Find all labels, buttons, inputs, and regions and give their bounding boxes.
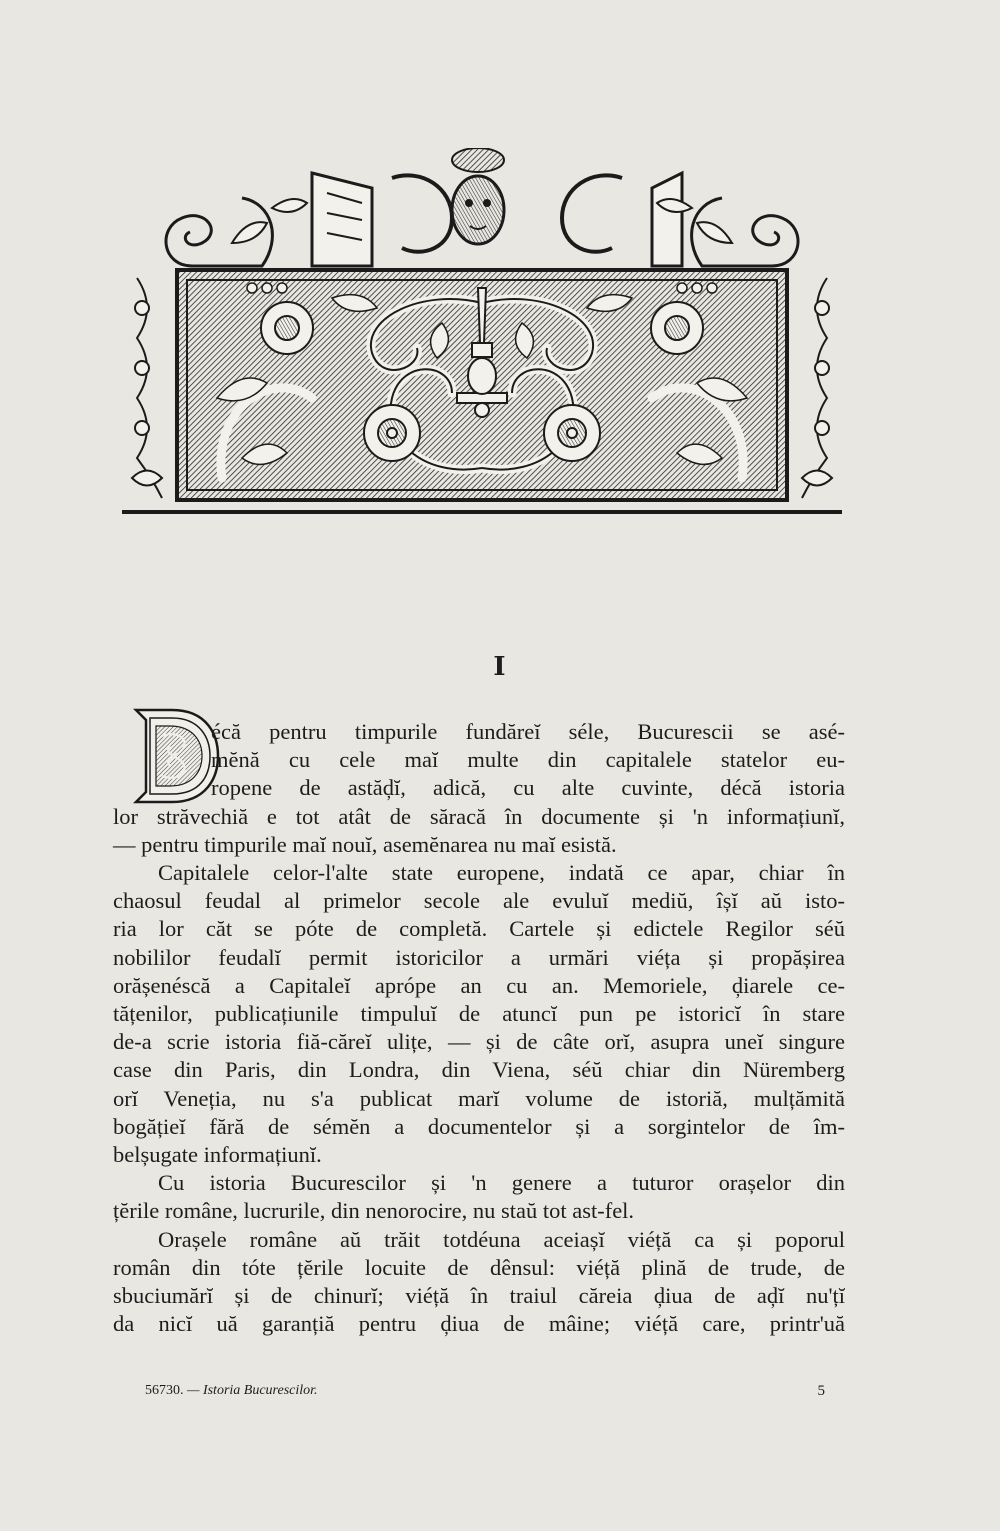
text-line: Orașele române aŭ trăit totdéuna aceiașĭ viéță ca și poporul (158, 1226, 845, 1252)
paragraph-1-cont (113, 803, 845, 859)
text-line: ropene de astăḑĭ, adică, cu alte cuvinte, décă istoria (211, 775, 845, 801)
text-line: chaosul feudal al primelor secole ale evuluĭ mediŭ, îșĭ aŭ isto- (113, 888, 845, 914)
text-line: case din Paris, din Londra, din Viena, séŭ chiar din Nüremberg (113, 1057, 845, 1083)
signature-number: 56730. (145, 1383, 184, 1398)
text-line: bogățieĭ fără de sémĕn a documentelor și a sorgintelor de îm- (113, 1113, 845, 1139)
page-number: 5 (817, 1383, 825, 1399)
text-line: da nicĭ uă garanțiă pentru ḑiua de mâine; viéță care, printr'uă (113, 1311, 845, 1337)
ornamental-headpiece (122, 148, 842, 516)
text-line: lor străvechiă e tot atât de săracă în documente și 'n informațiunĭ, (113, 803, 845, 829)
text-line: mĕnă cu cele maĭ multe din capitalele statelor eu- (211, 747, 845, 773)
headpiece-ornament-icon (122, 148, 842, 516)
text-line: țĕrile române, lucrurile, din nenorocire, nu staŭ tot ast-fel. (113, 1198, 635, 1224)
text-line: belșugate informațiunĭ. (113, 1142, 322, 1168)
text-line: nobililor feudalĭ permit istoricilor a urmări viéța și propășirea (113, 944, 845, 970)
body-text (113, 718, 845, 1338)
chapter-numeral: I (493, 652, 507, 682)
paragraph-2 (113, 859, 845, 1169)
paragraph-1 (113, 718, 845, 803)
text-line: écă pentru timpurile fundăreĭ séle, Bucurescii se asé- (211, 719, 845, 744)
text-line: orĭ Veneția, nu s'a publicat marĭ volume de istoriă, mulțămită (113, 1085, 845, 1111)
paragraph-3 (113, 1169, 845, 1225)
text-line: Cu istoria Bucurescilor și 'n genere a tuturor orașelor din (158, 1170, 845, 1196)
text-line: tățenilor, publicațiunile timpuluĭ de atuncĭ pun pe istoricĭ în stare (113, 1001, 845, 1027)
text-line: orășenéscă a Capitaleĭ aprópe an cu an. Memoriele, ḑiarele ce- (113, 972, 845, 998)
text-line: de-a scrie istoria fiă-căreĭ ulițe, — și de câte orĭ, asupra uneĭ singure (113, 1029, 845, 1055)
signature-title: — Istoria Bucurescilor. (187, 1383, 318, 1398)
text-line: ria lor căt se póte de completă. Cartele și edictele Regilor séŭ (113, 916, 845, 942)
page-footer (145, 1383, 835, 1399)
text-line: sbuciumărĭ și de chinurĭ; viéță în traiul căreia ḑiua de aḑĭ nu'țĭ (113, 1283, 845, 1309)
signature-mark (145, 1383, 318, 1398)
text-line: — pentru timpurile maĭ nouĭ, asemĕnarea nu maĭ esistă. (113, 831, 617, 857)
paragraph-4 (113, 1226, 845, 1339)
text-line: român din tóte țĕrile locuite de dênsul: viéță plină de trude, de (113, 1254, 845, 1280)
text-line: Capitalele celor-l'alte state europene, indată ce apar, chiar în (158, 860, 845, 886)
